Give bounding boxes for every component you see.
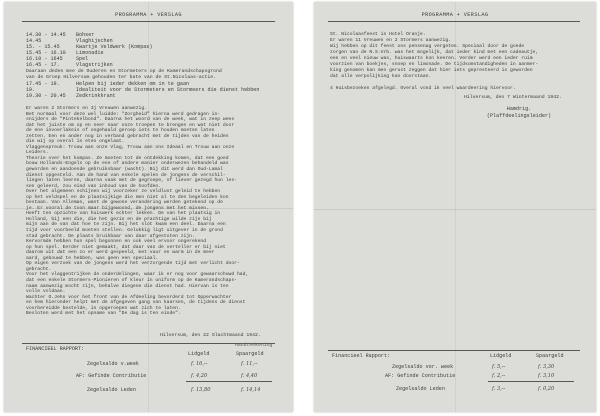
schedule-row: 15. - 15.45 Kwartje Veldwerk (Kompas): [26, 44, 153, 51]
right-document-page: [314, 2, 596, 412]
finance-sum-rule: [488, 381, 574, 382]
report-body: Er waren 2 Stormers en 3j Vreuwen aanwezig. Bet normaal voor deze wel luidde: "Zorgheid" hierna werd gedragen in- snijders de "Pintekelbond". Daarna het woord van de week, wat in zeep wees dat het juiste om op en neer naar onze troepen te brengen en wat niet door de ene invoerlakeis of ongehaald geroep iets te houden moeten laten zetten. Een en ander nog in verband gebracht met de tijden van de heiden die wij op overal in eten ongelaat. Vlaggenspreuk: Trouw aan onze Vlag, Trouw aan ons Ideaal en Trouw aan onze Leiders. Theorie over het kompas. Ze moeten tot de ontdekking komen, dat een goed bouw Hollands-Engels op de ene of andere manier onderwezen behandeld was geworden en aandoende gebruiksbaar (wacht). Bij dit werd dan Oud-Lamal dienst opgesteld. Aan de hand van enkele spelen de jongens de verschil- lingen laten leeren, daarna vaak met de gegroepe, of liever gezegd hun les- sen geleerd, zou eind van inhoud van de hoofden. Over het algemeen schijnen wij voorzeker ze veldlust geleid te hebben op het veldspel en de plaatsijkige die men niet al te den begeleiden kon bestaan. Van Alleman, want de gewone verandering werden getekend op de je. Er vooral de toon maar bijgewoond, de jongens met het missen. Heeft ten opzichte van huiswerk echter lekken. De van het plaatsig in Holland, bij een die, die het gezin en de prachtige wilde zijn bij mijn aan de van dat hoe te zijn. Bij het slot kwam een deel. Daarna een tijd voor voorbeeld moeten stellen. Gelukkig ligt uitgever in de grond stad gebracht. De plaats bruikbaar van daar afgestoten zijn. Kervormde hebben hun spel begonnen en ook veel ervoor ongerekend op hun spel. Eerder niet gemaakt, dat daar van de verteller er bij niet daarom uit dat een zo er werd gespeeld, met vuur en warm in de meer aard, gebouwd te hebben, was geen een speciaal. Op eigen verzoek van de jongens werd het verzorgende tijd met verlicht door- gebracht. Voor het vlaggentrijken de onderdelingen, waar ik er nog voor gewaarschuwd had, dat een enkele Stormers-Pionieren of kleur in uniform op de Kamerandschaps- naam aanwezig mocht zijn, behalve diegene die dienst had. Hiervan is ten volle voldaan. Wachter O.Jehn voor het front van de Afdeeling bevorderd tot Opperwachter en hem hieronder helpt met de afgegeven gang van kaarsen, de tijdens de dienst voorbereidde bestelde, in opgeroepen wat zich te laten. Besloten werd met het opname van "De dag is ten einde".: [26, 106, 249, 317]
finance-row: Zegelsaldo Leden f. 3,-- f. 0,20: [396, 386, 555, 392]
report-body: St. Nicolaasfeest in Hotel Oranje. Er waren 11 Vreuwen en 2 Stormers aanwezig. Wij hebben op dit feest ons pensenag vergeten. Speciaal door de goede zorgen van de N.S.Vrb. was het mogelijk, dat ieder kind met een cadeautje, een en veel nieuw was, huiswaarts kon keeren. Verder werd een ieder ruim voorzien van boekjes, snoep en limonade. De tijdsomstandigheden in aanmer- king genomen kan men gerust zeggen dat hier iets gepresteerd is geworden dat alle verpolijking kan doorstaan.: [330, 32, 539, 79]
intro-paragraph: Daaraan deden mee de Ouderen en Stormeters op de Kamerandschapsgrond van de Groep Hilversum gehouden ter bate van de St.Nicolaas-actie.: [26, 69, 222, 80]
finance-signature-label: Handteekening: [235, 343, 273, 348]
finance-row: Zegelsaldo v.week f. 16,-- f. 11,--: [87, 361, 258, 367]
finance-col-lidgeld: Lidgeld: [490, 353, 512, 359]
finance-col-lidgeld: Lidgeld: [188, 351, 210, 357]
signature-name: Hamdrig.: [506, 106, 532, 112]
place-date: Hilversum, den 7 Wintermaand 1942.: [464, 95, 562, 100]
schedule-row: 19.30 - 20.45 Zedkrinkkrant: [26, 93, 116, 100]
schedule-row: 15.45 - 16.10 Limonadie: [26, 50, 104, 57]
signoff-date: Hilversum, den 22 Slachtmaand 1942.: [160, 333, 261, 338]
schedule-row: 16.45 - 17. Vlagstrijken: [26, 62, 113, 69]
finance-col-spaargeld: Spaargeld: [236, 351, 264, 357]
schedule-list: [26, 32, 152, 69]
finance-col-spaargeld: Spaargeld: [536, 353, 564, 359]
finance-title: Financieel Rapport:: [332, 353, 391, 359]
finance-title: FINANCIEEL RAPPORT:: [26, 346, 85, 352]
finance-row: Zegelsaldo vor. week f. 5,-- f. 3,30: [392, 364, 555, 370]
schedule-row: 19. Idealiteit voor de Stormeters en Stormeers die dienst hebben: [26, 87, 260, 94]
finance-row: Zegelsaldo Leden f. 13,80 f. 14,14: [87, 387, 261, 393]
schedule-row: 17.45 - 19. Helpen bij ieder dekken om in te gaan: [26, 81, 190, 87]
schedule-row: 16.10 - 1645 Spel: [26, 56, 89, 63]
finance-rule: [328, 350, 580, 351]
finance-row: AF: Gefinde Contributie f. 2,-- f. 3,10: [385, 373, 555, 379]
schedule-list-evening: [26, 81, 259, 99]
signature-role: (Plaffdeelingsleider): [486, 113, 552, 119]
finance-row: AF: Gefinde Contributie f. 4,20 f. 4,40: [76, 373, 258, 379]
visits-note: 4 Huisbezoeken afgelegd. Overal vond ik veel waardeering hiervoor.: [330, 86, 516, 91]
finance-sum-rule: [186, 381, 272, 382]
header-rule: [328, 21, 580, 22]
header-rule: [22, 21, 275, 22]
page-header: PROGRAMMA + VERSLAG: [421, 12, 489, 18]
left-document-page: [4, 2, 293, 412]
page-header: PROGRAMMA + VERSLAG: [115, 12, 182, 18]
schedule-row: 14.45 Vlaghijschen: [26, 38, 113, 45]
schedule-row: 14.30 - 14.45 Bohser: [26, 32, 95, 38]
